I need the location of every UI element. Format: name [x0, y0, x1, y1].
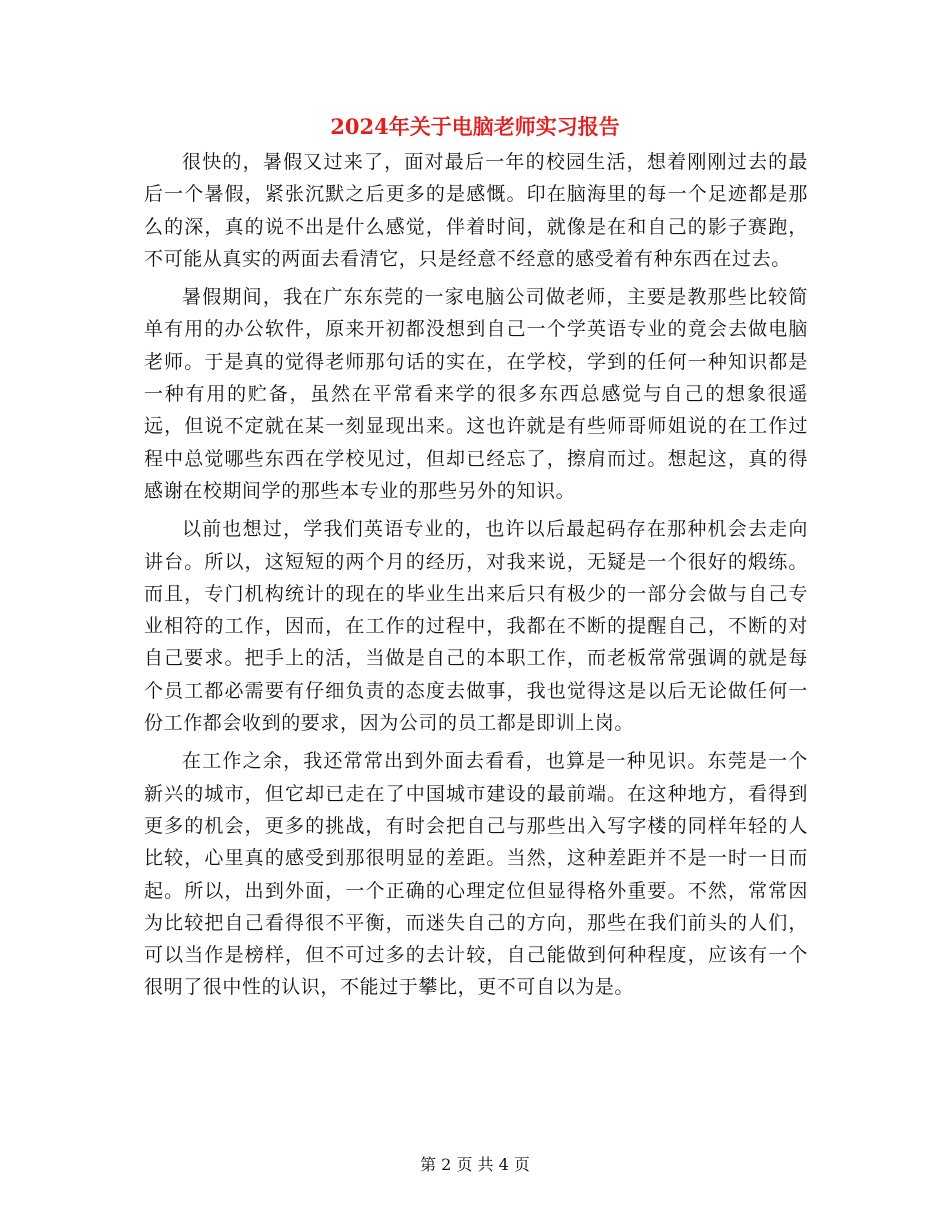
document-body — [144, 146, 808, 1010]
paragraph-2: 暑假期间，我在广东东莞的一家电脑公司做老师，主要是教那些比较简单有用的办公软件，原来开初都没想到自己一个学英语专业的竟会去做电脑老师。于是真的觉得老师那句话的实在，在学校，学到的任何一种知识都是一种有用的贮备，虽然在平常看来学的很多东西总感觉与自己的想象很遥远，但说不定就在某一刻显现出来。这也许就是有些师哥师姐说的在工作过程中总觉哪些东西在学校见过，但却已经忘了，擦肩而过。想起这，真的得感谢在校期间学的那些本专业的那些另外的知识。 — [144, 286, 808, 502]
document-title: 2024年关于电脑老师实习报告 — [330, 114, 620, 139]
paragraph-4: 在工作之余，我还常常出到外面去看看，也算是一种见识。东莞是一个新兴的城市，但它却已走在了中国城市建设的最前端。在这种地方，看得到更多的机会，更多的挑战，有时会把自己与那些出入写字楼的同样年轻的人比较，心里真的感受到那很明显的差距。当然，这种差距并不是一时一日而起。所以，出到外面，一个正确的心理定位但显得格外重要。不然，常常因为比较把自己看得很不平衡，而迷失自己的方向，那些在我们前头的人们，可以当作是榜样，但不可过多的去计较，自己能做到何种程度，应该有一个很明了很中性的认识，不能过于攀比，更不可自以为是。 — [144, 750, 808, 999]
page-number-footer: 第 2 页 共 4 页 — [420, 1155, 530, 1174]
paragraph-3: 以前也想过，学我们英语专业的，也许以后最起码存在那种机会去走向讲台。所以，这短短的两个月的经历，对我来说，无疑是一个很好的煅练。而且，专门机构统计的现在的毕业生出来后只有极少的一部分会做与自己专业相符的工作，因而，在工作的过程中，我都在不断的提醒自己，不断的对自己要求。把手上的活，当做是自己的本职工作，而老板常常强调的就是每个员工都必需要有仔细负责的态度去做事，我也觉得这是以后无论做任何一份工作都会收到的要求，因为公司的员工都是即训上岗。 — [144, 518, 808, 735]
paragraph-1: 很快的，暑假又过来了，面对最后一年的校园生活，想着刚刚过去的最后一个暑假，紧张沉默之后更多的是感慨。印在脑海里的每一个足迹都是那么的深，真的说不出是什么感觉，伴着时间，就像是在和自己的影子赛跑，不可能从真实的两面去看清它，只是经意不经意的感受着有种东西在过去。 — [144, 151, 808, 270]
